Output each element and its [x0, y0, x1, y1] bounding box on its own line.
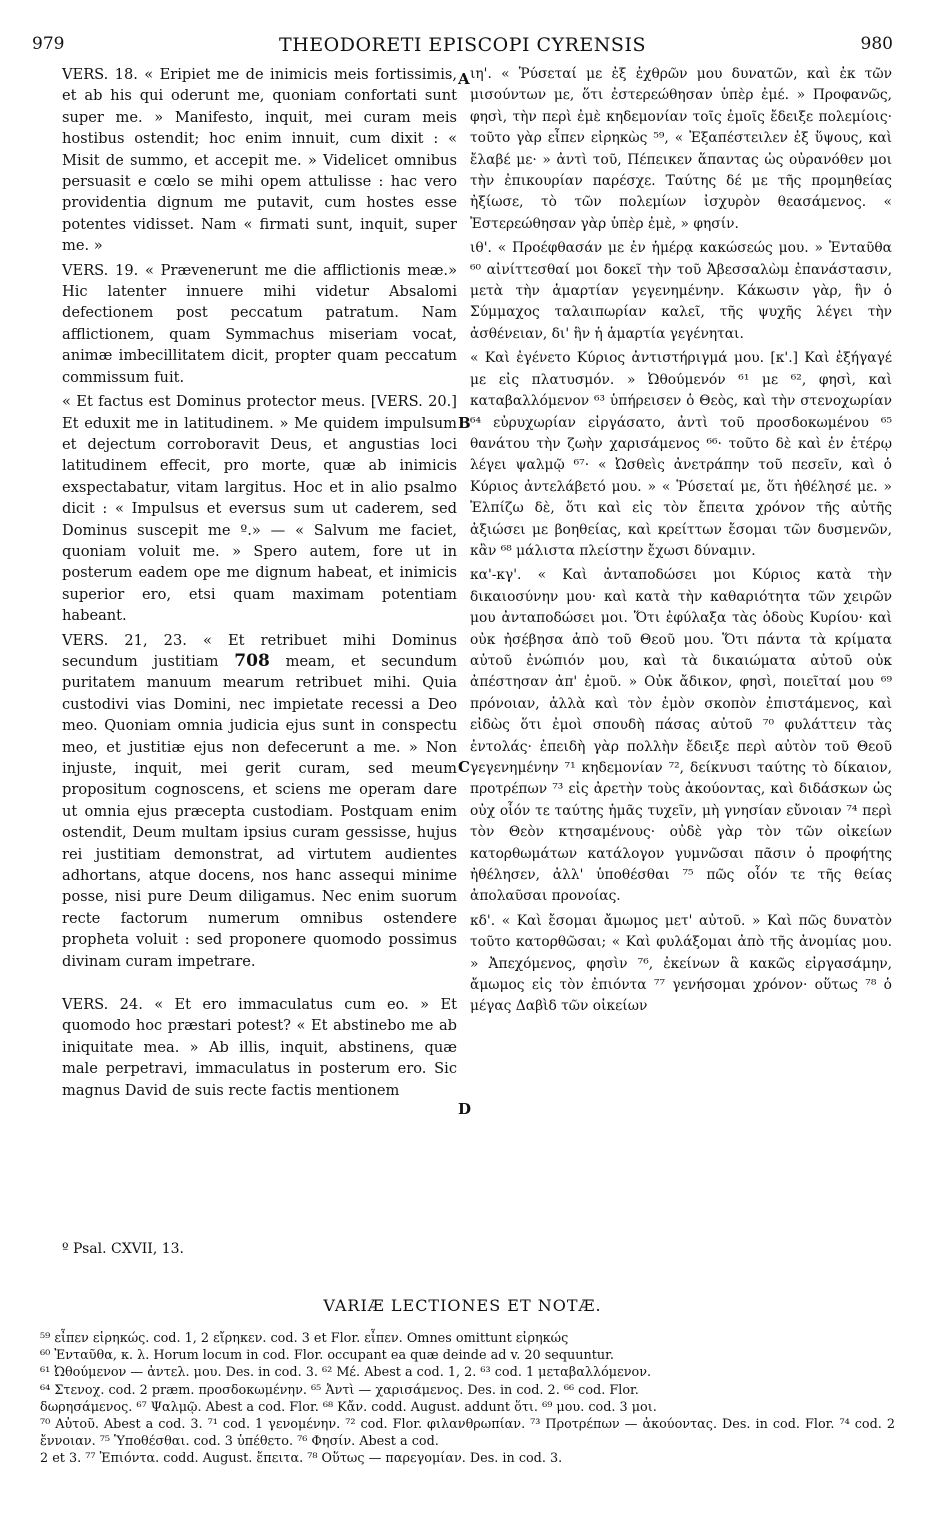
latin-paragraph [62, 630, 457, 973]
running-title: THEODORETI EPISCOPI CYRENSIS [279, 34, 646, 56]
latin-paragraph: VERS. 24. « Et ero immaculatus cum eo. » Et quomodo hoc præstari potest? « Et abstinebo me ab iniquitate mea. » Ab illis, inquit, abstinens, quæ male perpetravi, immaculatus in posterum ero. Sic magnus David de suis recte factis mentionem [62, 996, 457, 1099]
latin-column [62, 64, 457, 1104]
latin-paragraph: « Et factus est Dominus protector meus. [VERS. 20.] Et eduxit me in latitudinem. » Me quidem impulsum et dejectum corroboravit Deus, et angustias loci latitudinem effecit, pro morte, quæ ab inimicis exspectabatur, vitam largitus. Hoc et in alio psalmo dicit : « Impulsus et eversus sum ut caderem, sed Dominus suscepit me º.» — « Salvum me faciet, quoniam voluit me. » Spero autem, fore ut in posterum eadem ope me dignum habeat, et inimicis superior ero, etsi quam maximam potentiam habeant. [62, 393, 457, 625]
variae-line: ⁶⁰ Ἐνταῦθα, κ. λ. Horum locum in cod. Flor. occupant ea quæ deinde ad v. 20 sequuntur. [40, 1348, 614, 1364]
greek-paragraph: κα'-κγ'. « Καὶ ἀνταποδώσει μοι Κύριος κατὰ τὴν δικαιοσύνην μου· καὶ κατὰ τὴν καθαριότητα τῶν χειρῶν μου ἀνταποδώσει μοι. Ὅτι ἐφύλαξα τὰς ὁδοὺς Κυρίου· καὶ οὐκ ἠσέβησα ἀπὸ τοῦ Θεοῦ μου. Ὅτι πάντα τὰ κρίματα αὐτοῦ ἐνώπιόν μου, καὶ τὰ δικαιώματα αὐτοῦ οὐκ ἀπέστησαν ἀπ' ἐμοῦ. » Οὐκ ἄδικον, φησὶ, ποιεῖταί μου ⁶⁹ πρόνοιαν, ἀλλὰ καὶ τὸν ἐμὸν σκοπὸν ἐπιστάμενος, καὶ εἰδὼς ὅτι ἐμοὶ σπουδὴ πάσας αὐτοῦ ⁷⁰ φυλάττειν τὰς ἐντολάς· ἐπειδὴ γὰρ πολλὴν ἔδειξε περὶ αὐτὸν τοῦ Θεοῦ γεγενημένην ⁷¹ κηδεμονίαν ⁷², δείκνυσι ταύτης τὸ δίκαιον, προτρέπων ⁷³ εἰς ἀρετὴν τοὺς ἀκούοντας, καὶ διδάσκων ὡς οὐχ οἷόν τε ταύτης ἡμᾶς τυχεῖν, μὴ γνησίαν εὔνοιαν ⁷⁴ περὶ τὸν Θεὸν κτησαμένους· οὐδὲ γὰρ τὸν τῶν οἰκείων κατορθωμάτων κατάλογον γυμνῶσαι πᾶσιν ὁ προφήτης ἠθέλησεν, ἀλλ' ὑποθέσθαι ⁷⁵ πῶς οἷόν τε τῆς θείας ἀπολαῦσαι προνοίας. [470, 567, 892, 905]
greek-paragraph: ιθ'. « Προέφθασάν με ἐν ἡμέρᾳ κακώσεώς μου. » Ἐνταῦθα ⁶⁰ αἰνίττεσθαί μοι δοκεῖ τὴν τοῦ Ἀβεσσαλὼμ ἐπανάστασιν, μετὰ τὴν ἁμαρτίαν γεγενημένην. Κάκωσιν γὰρ, ἣν ὁ Σύμμαχος ταλαιπωρίαν καλεῖ, τῆς ψυχῆς λέγει τὴν ἀσθένειαν, δι' ἣν ἡ ἁμαρτία γεγένηται. [470, 240, 892, 342]
siglum-a: A [458, 70, 470, 88]
latin-paragraph: VERS. 18. « Eripiet me de inimicis meis fortissimis, et ab his qui oderunt me, quoniam confortati sunt super me. » Manifesto, inquit, mei curam meis hostibus ostendit; hoc enim innuit, cum dixit : « Misit de summo, et accepit me. » Videlicet omnibus persuasit e cœlo se mihi opem attulisse : hac vero providentia dignum me putavit, cum hostes esse potentes vidisset. Nam « firmati sunt, inquit, super me. » [62, 66, 457, 255]
variae-heading: VARIÆ LECTIONES ET NOTÆ. [323, 1296, 602, 1315]
variae-line: δωρησάμενος. ⁶⁷ Ψαλμῷ. Abest a cod. Flor. ⁶⁸ Κἄν. codd. August. addunt ὅτι. ⁶⁹ μου. cod. 3 μοι. [40, 1399, 657, 1415]
siglum-d: D [458, 1100, 472, 1118]
latin-text: meam, et secundum puritatem manuum mearum retribuet mihi. Quia custodivi vias Domini, nec impietate recessi a Deo meo. Quoniam omnia judicia ejus sunt in conspectu meo, et justitiæ ejus non defecerunt a me. » Non injuste, inquit, mei gerit curam, sed meum propositum cognoscens, et sciens me operam dare ut omnia ejus præcepta custodiam. Postquam enim ostendit, Deum multam ipsius curam gessisse, hujus rei justitiam demonstrat, ad virtutem audientes adhortans, atque docens, nos hanc assequi minime posse, nisi pure Deum diligamus. Nec enim suorum recte factorum numerum omnibus ostendere propheta voluit : sed proponere quomodo possimus divinam curam impetrare. [62, 652, 457, 970]
latin-paragraph: VERS. 19. « Prævenerunt me die afflictionis meæ.» Hic latenter innuere mihi videtur Absalomi defectionem post peccatum patratum. Nam afflictionem, quam Symmachus miseriam vocat, animæ imbecillitatem dicit, propter quam peccatum commissum fuit. [62, 261, 457, 386]
greek-paragraph: κδ'. « Καὶ ἔσομαι ἄμωμος μετ' αὐτοῦ. » Καὶ πῶς δυνατὸν τοῦτο κατορθῶσαι; « Καὶ φυλάξομαι ἀπὸ τῆς ἀνομίας μου. » Ἀπεχόμενος, φησὶν ⁷⁶, ἐκείνων ἃ κακῶς εἰργασάμην, ἄμωμος εἰς τὸν ἐπιόντα ⁷⁷ γενήσομαι χρόνον· οὕτως ⁷⁸ ὁ μέγας Δαβὶδ τῶν οἰκείων [470, 912, 892, 1015]
running-header [32, 34, 893, 60]
greek-paragraph: « Καὶ ἐγένετο Κύριος ἀντιστήριγμά μου. [κ'.] Καὶ ἐξήγαγέ με εἰς πλατυσμόν. » Ὠθούμενόν ⁶¹ με ⁶², φησὶ, καὶ καταβαλλόμενον ⁶³ ὑπήρεισεν ὁ Θεὸς, καὶ τὴν στενοχωρίαν ⁶⁴ εὐρυχωρίαν εἰργάσατο, ἀντὶ τοῦ προσδοκωμένου ⁶⁵ θανάτου τὴν ζωὴν χαρισάμενος ⁶⁶· τοῦτο δὲ καὶ ἐν ἑτέρῳ λέγει ψαλμῷ ⁶⁷· « Ὠσθεὶς ἀνετράπην τοῦ πεσεῖν, καὶ ὁ Κύριος ἀντελάβετό μου. » « Ῥύσεταί με, ὅτι ἠθέλησέ με. » Ἐλπίζω δὲ, ὅτι καὶ εἰς τὸν ἔπειτα χρόνον τῆς αὐτῆς ἀξιώσει με βοηθείας, καὶ κρείττων ἔσομαι τῶν δυσμενῶν, κἂν ⁶⁸ μάλιστα πλείστην ἔχωσι δύναμιν. [470, 350, 892, 559]
page-number-left: 979 [32, 34, 65, 54]
footnote: º Psal. CXVII, 13. [62, 1241, 185, 1257]
migne-column-marker: 708 [234, 650, 270, 671]
siglum-c: C [458, 758, 470, 776]
variae-line: ⁶¹ Ὠθούμενον — ἀντελ. μου. Des. in cod. 3. ⁶² Μέ. Abest a cod. 1, 2. ⁶³ cod. 1 μεταβαλλόμενον. [40, 1365, 652, 1381]
variae-lectiones [40, 1330, 895, 1468]
variae-line: ⁵⁹ εἶπεν εἰρηκώς. cod. 1, 2 εἴρηκεν. cod. 3 et Flor. εἶπεν. Omnes omittunt εἰρηκώς [40, 1331, 569, 1346]
greek-paragraph: ιη'. « Ῥύσεταί με ἐξ ἐχθρῶν μου δυνατῶν, καὶ ἐκ τῶν μισούντων με, ὅτι ἐστερεώθησαν ὑπὲρ ἐμέ. » Προφανῶς, φησὶ, τὴν περὶ ἐμὲ κηδεμονίαν τοῖς ἐμοῖς ἔδειξε πολεμίοις· τοῦτο γὰρ εἶπεν εἰρηκὼς ⁵⁹, « Ἐξαπέστειλεν ἐξ ὕψους, καὶ ἔλαβέ με· » ἀντὶ τοῦ, Πέπεικεν ἅπαντας ὡς οὐρανόθεν μοι τὴν ἐπικουρίαν παρέσχε. Ταύτης δέ με τῆς προμηθείας ἠξίωσε, τὸ τῶν πολεμίων ἰσχυρὸν θεασάμενος. « Ἐστερεώθησαν γὰρ ὑπὲρ ἐμὲ, » φησίν. [470, 66, 892, 232]
latin-text: VERS. 21, 23. « Et retribuet mihi Dominus secundum justitiam [62, 631, 457, 670]
page-number-right: 980 [860, 34, 893, 54]
siglum-b: B [458, 414, 471, 432]
variae-line: ⁷⁰ Αὐτοῦ. Abest a cod. 3. ⁷¹ cod. 1 γενομένην. ⁷² cod. Flor. φιλανθρωπίαν. ⁷³ Προτρέπων — ἀκούοντας. Des. in cod. Flor. ⁷⁴ cod. 2 ἔννοιαν. ⁷⁵ Ὑποθέσθαι. cod. 3 ὑπέθετο. ⁷⁶ Φησίν. Abest a cod. [40, 1417, 895, 1450]
variae-line: 2 et 3. ⁷⁷ Ἐπιόντα. codd. August. ἔπειτα. ⁷⁸ Οὕτως — παρεγομίαν. Des. in cod. 3. [40, 1451, 563, 1467]
greek-column [470, 64, 892, 1021]
variae-line: ⁶⁴ Στενοχ. cod. 2 præm. προσδοκωμένην. ⁶⁵ Ἀντὶ — χαρισάμενος. Des. in cod. 2. ⁶⁶ cod. Flor. [40, 1382, 639, 1398]
